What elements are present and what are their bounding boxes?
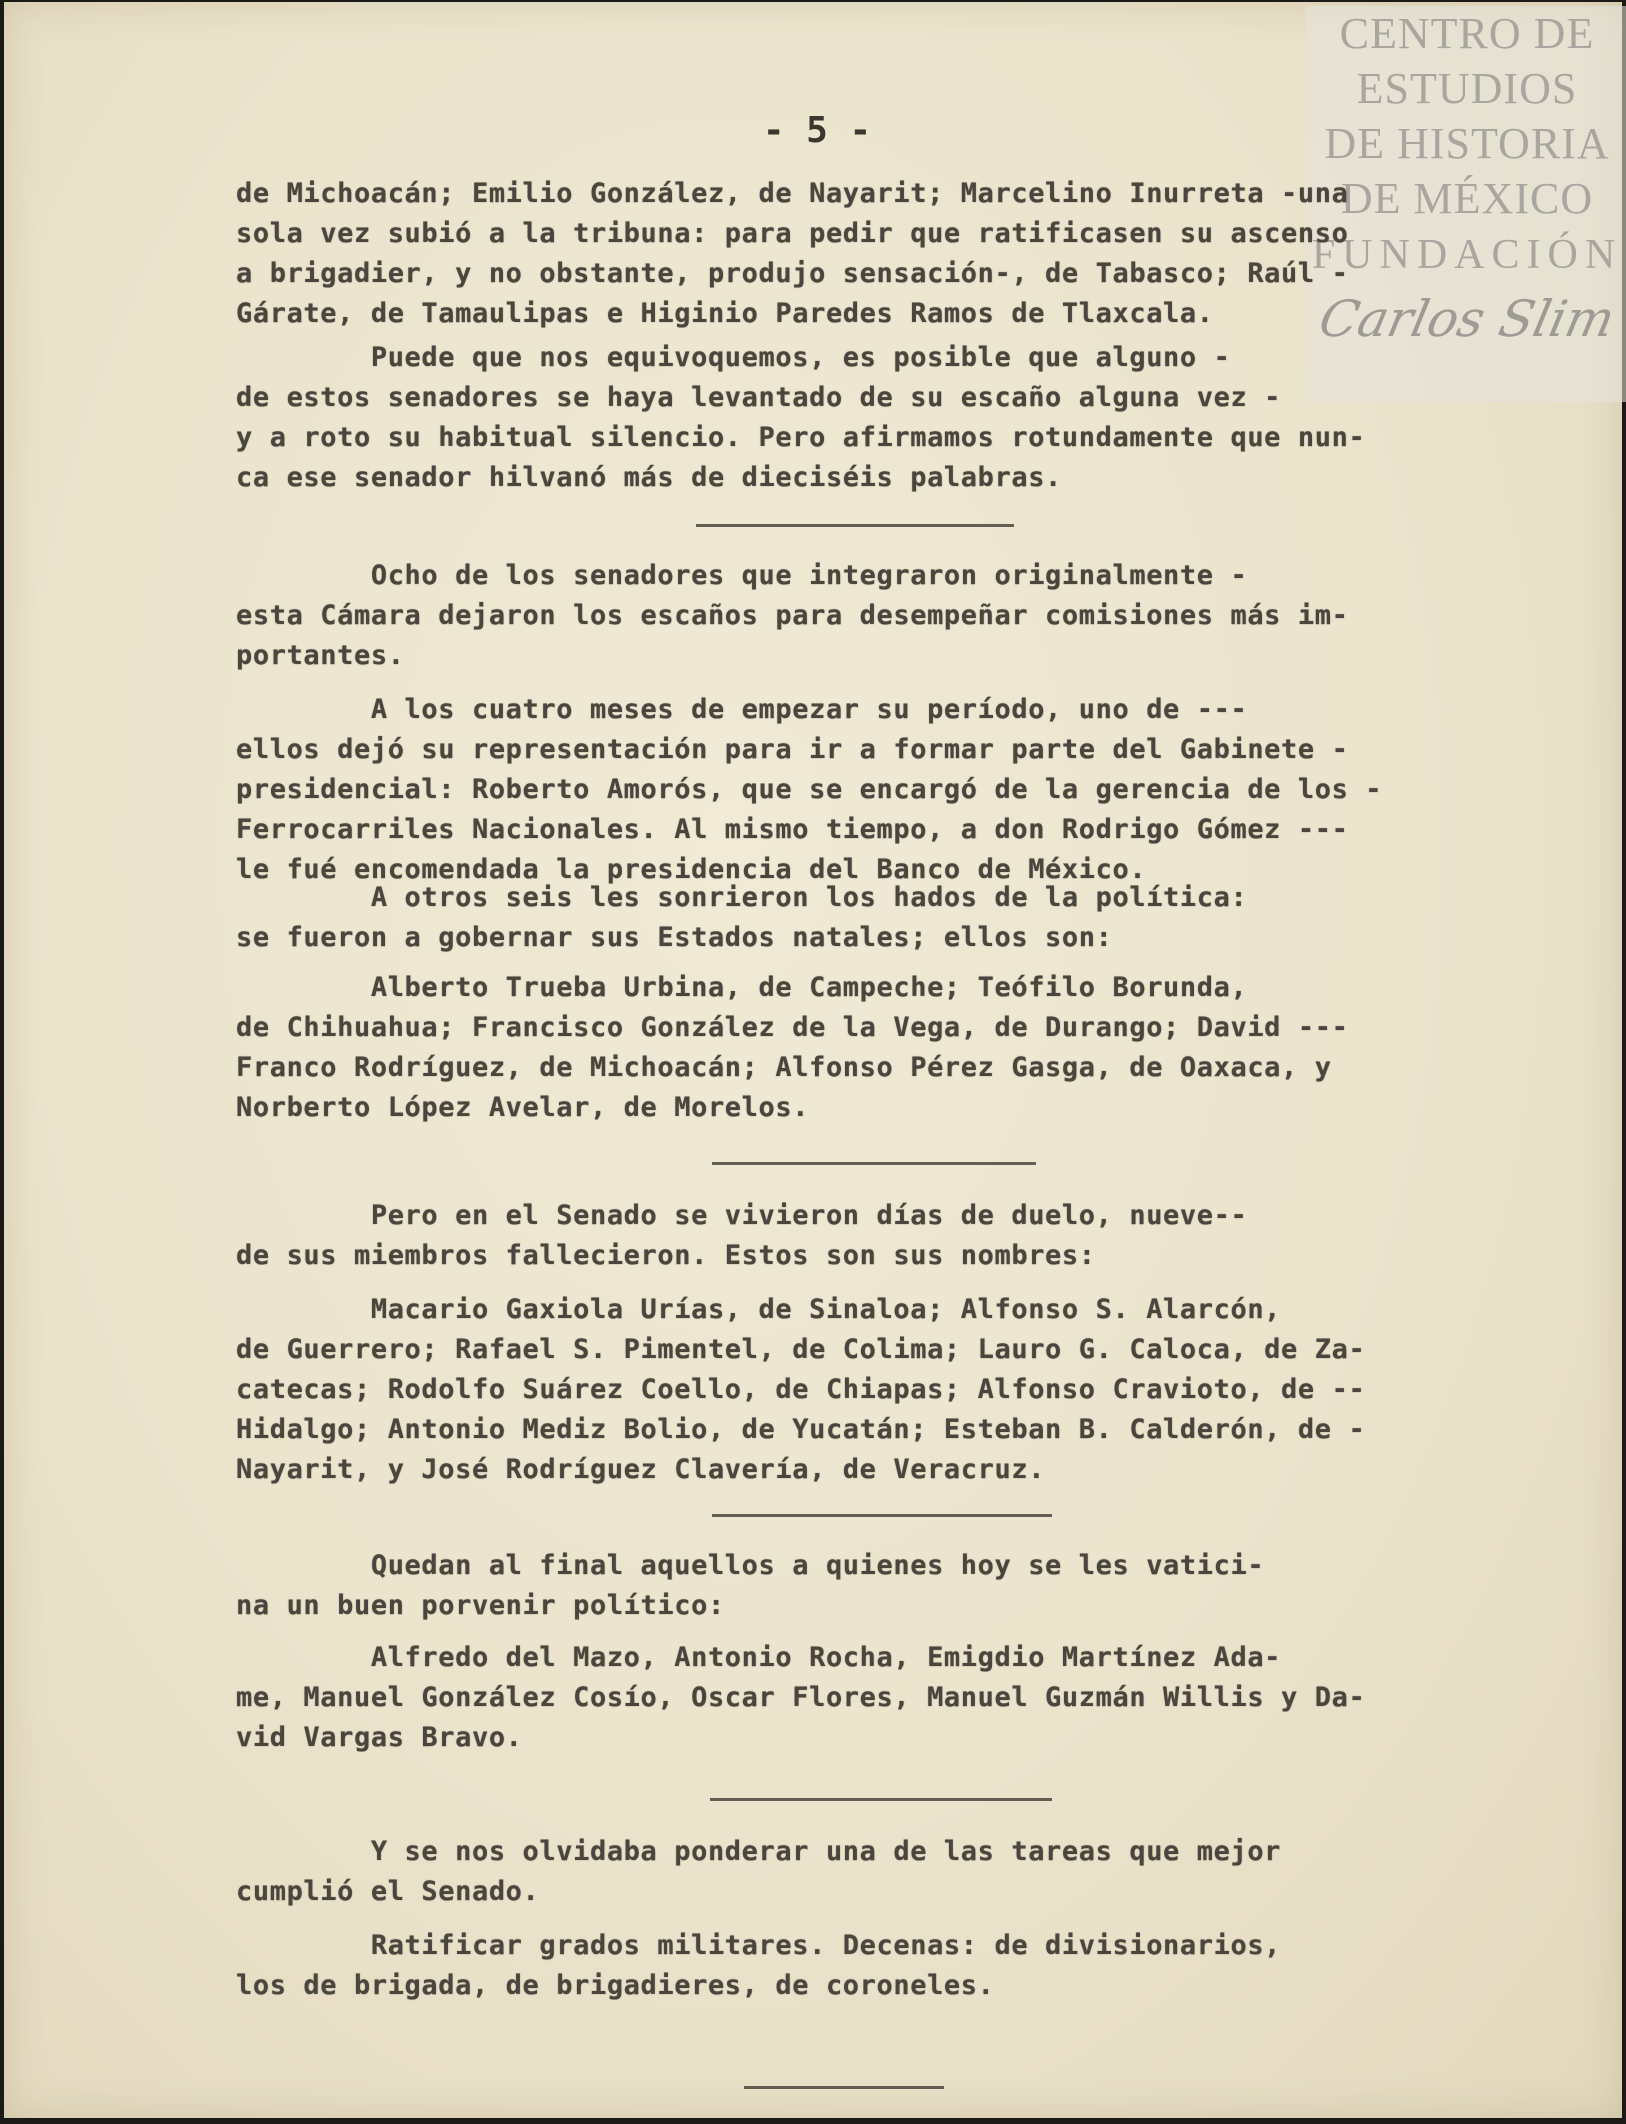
section-divider [696, 524, 1014, 527]
text-line: me, Manuel González Cosío, Oscar Flores, Manuel Guzmán Willis y Da- [236, 1682, 1366, 1713]
text-line: ellos dejó su representación para ir a formar parte del Gabinete - [236, 734, 1349, 765]
text-line: de sus miembros fallecieron. Estos son sus nombres: [236, 1240, 1096, 1271]
watermark-line: DE MÉXICO [1340, 174, 1594, 223]
text-line: na un buen porvenir político: [236, 1590, 725, 1621]
text-line: Ferrocarriles Nacionales. Al mismo tiempo, a don Rodrigo Gómez --- [236, 814, 1349, 845]
text-line: Ocho de los senadores que integraron originalmente - [236, 560, 1248, 591]
section-divider [712, 1514, 1052, 1517]
paragraph [236, 1546, 1536, 1626]
paragraph [236, 338, 1536, 498]
paragraph [236, 1196, 1536, 1276]
text-line: de estos senadores se haya levantado de su escaño alguna vez - [236, 382, 1282, 413]
text-line: portantes. [236, 640, 405, 671]
section-divider [712, 1162, 1036, 1165]
paragraph [236, 968, 1536, 1128]
text-line: de Chihuahua; Francisco González de la Vega, de Durango; David --- [236, 1012, 1349, 1043]
watermark-foundation: FUNDACIÓN [1311, 232, 1623, 278]
text-line: cumplió el Senado. [236, 1876, 540, 1907]
paragraph [236, 1290, 1536, 1490]
paragraph [236, 690, 1536, 890]
text-line: Pero en el Senado se vivieron días de duelo, nueve-- [236, 1200, 1248, 1231]
text-line: de Guerrero; Rafael S. Pimentel, de Colima; Lauro G. Caloca, de Za- [236, 1334, 1366, 1365]
paragraph [236, 878, 1536, 958]
text-line: Hidalgo; Antonio Mediz Bolio, de Yucatán; Esteban B. Calderón, de - [236, 1414, 1366, 1445]
paragraph [236, 1926, 1536, 2006]
document-page [4, 2, 1622, 2118]
section-divider [710, 1798, 1052, 1801]
text-line: Quedan al final aquellos a quienes hoy se les vatici- [236, 1550, 1265, 1581]
text-line: A otros seis les sonrieron los hados de la política: [236, 882, 1248, 913]
page-number: - 5 - [762, 110, 872, 151]
text-line: se fueron a gobernar sus Estados natales; ellos son: [236, 922, 1113, 953]
text-line: A los cuatro meses de empezar su período, uno de --- [236, 694, 1248, 725]
text-line: presidencial: Roberto Amorós, que se encargó de la gerencia de los - [236, 774, 1383, 805]
watermark-line: CENTRO DE [1339, 9, 1595, 58]
text-line: de Michoacán; Emilio González, de Nayarit; Marcelino Inurreta -una [236, 178, 1349, 209]
text-line: a brigadier, y no obstante, produjo sensación-, de Tabasco; Raúl - [236, 258, 1349, 289]
text-line: Ratificar grados militares. Decenas: de divisionarios, [236, 1930, 1282, 1961]
text-line: Nayarit, y José Rodríguez Clavería, de Veracruz. [236, 1454, 1046, 1485]
text-line: vid Vargas Bravo. [236, 1722, 523, 1753]
paragraph [236, 556, 1536, 676]
paragraph [236, 1638, 1536, 1758]
watermark-signature: Carlos Slim [1314, 290, 1620, 348]
text-line: Puede que nos equivoquemos, es posible que alguno - [236, 342, 1231, 373]
watermark-line: ESTUDIOS [1356, 64, 1578, 113]
paragraph [236, 174, 1536, 334]
text-line: ca ese senador hilvanó más de dieciséis palabras. [236, 462, 1062, 493]
text-line: los de brigada, de brigadieres, de coroneles. [236, 1970, 995, 2001]
text-line: Alberto Trueba Urbina, de Campeche; Teófilo Borunda, [236, 972, 1248, 1003]
text-line: Franco Rodríguez, de Michoacán; Alfonso Pérez Gasga, de Oaxaca, y [236, 1052, 1332, 1083]
text-line: le fué encomendada la presidencia del Banco de México. [236, 854, 1147, 885]
text-line: Macario Gaxiola Urías, de Sinaloa; Alfonso S. Alarcón, [236, 1294, 1282, 1325]
text-line: Gárate, de Tamaulipas e Higinio Paredes Ramos de Tlaxcala. [236, 298, 1214, 329]
text-line: Norberto López Avelar, de Morelos. [236, 1092, 810, 1123]
text-line: Y se nos olvidaba ponderar una de las tareas que mejor [236, 1836, 1282, 1867]
text-line: sola vez subió a la tribuna: para pedir que ratificasen su ascenso [236, 218, 1349, 249]
text-line: y a roto su habitual silencio. Pero afirmamos rotundamente que nun- [236, 422, 1366, 453]
text-line: Alfredo del Mazo, Antonio Rocha, Emigdio Martínez Ada- [236, 1642, 1282, 1673]
paragraph [236, 1832, 1536, 1912]
watermark-line: DE HISTORIA [1324, 119, 1610, 168]
section-divider [744, 2086, 944, 2089]
text-line: esta Cámara dejaron los escaños para desempeñar comisiones más im- [236, 600, 1349, 631]
text-line: catecas; Rodolfo Suárez Coello, de Chiapas; Alfonso Cravioto, de -- [236, 1374, 1366, 1405]
